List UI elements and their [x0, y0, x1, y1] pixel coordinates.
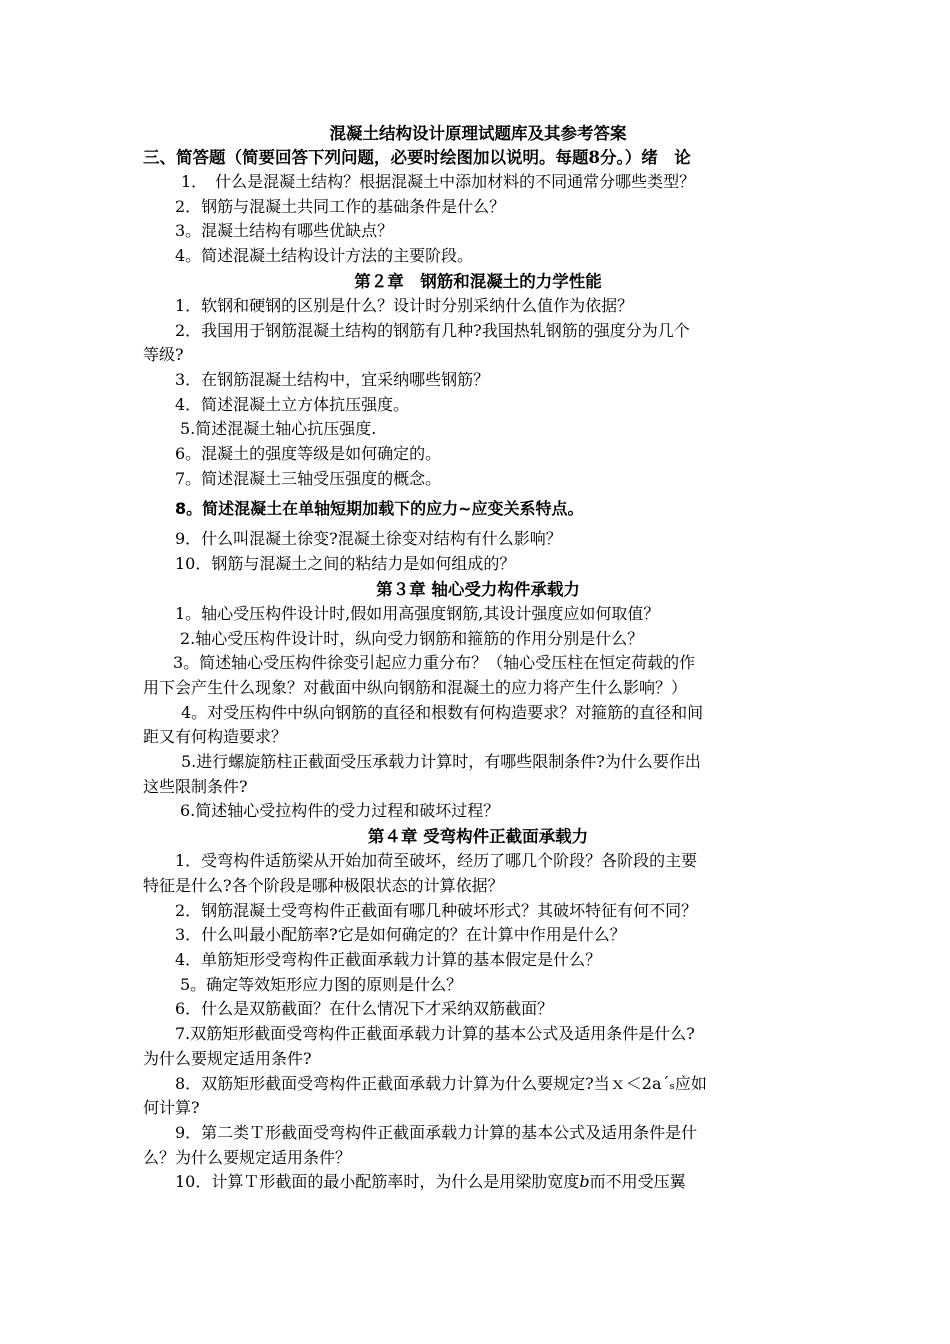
ch4-question-3: 3．什么叫最小配筋率?它是如何确定的？在计算中作用是什么？: [175, 925, 626, 945]
chapter-2-title: 第２章 钢筋和混凝土的力学性能: [354, 271, 602, 291]
ch4-question-4: 4．单筋矩形受弯构件正截面承载力计算的基本假定是什么？: [175, 949, 602, 969]
ch2-question-6: 6。混凝土的强度等级是如何确定的。: [175, 444, 442, 464]
ch2-question-10: 10．钢筋与混凝土之间的粘结力是如何组成的？: [175, 554, 516, 574]
ch3-question-3-cont: 用下会产生什么现象？对截面中纵向钢筋和混凝土的应力将产生什么影响？）: [143, 677, 688, 697]
ch3-question-3: 3。简述轴心受压构件徐变引起应力重分布？（轴心受压柱在恒定荷载的作: [173, 653, 696, 673]
ch4-question-8-cont: 何计算?: [143, 1098, 200, 1118]
ch4-question-10-variable: b: [579, 1172, 590, 1192]
intro-question-3: 3。混凝土结构有哪些优缺点？: [175, 221, 394, 241]
ch3-question-5-cont: 这些限制条件?: [143, 776, 248, 796]
ch2-question-9: 9．什么叫混凝土徐变?混凝土徐变对结构有什么影响？: [175, 529, 562, 549]
ch2-question-2-cont: 等级?: [143, 345, 184, 365]
ch2-question-3: 3．在钢筋混凝土结构中，宜采纳哪些钢筋？: [175, 369, 490, 389]
ch4-question-1-cont: 特征是什么?各个阶段是哪种极限状态的计算依据？: [143, 875, 504, 895]
ch2-question-5: 5.简述混凝土轴心抗压强度.: [180, 419, 377, 439]
ch4-question-9: 9．第二类Ｔ形截面受弯构件正截面承载力计算的基本公式及适用条件是什: [175, 1122, 698, 1142]
ch2-question-4: 4．简述混凝土立方体抗压强度。: [175, 394, 410, 414]
ch4-question-2: 2．钢筋混凝土受弯构件正截面有哪几种破坏形式？其破坏特征有何不同？: [175, 900, 698, 920]
ch2-question-2: 2．我国用于钢筋混凝土结构的钢筋有几种?我国热轧钢筋的强度分为几个: [175, 320, 690, 340]
chapter-4-title: 第４章 受弯构件正截面承载力: [367, 827, 589, 847]
ch4-question-6: 6．什么是双筋截面？在什么情况下才采纳双筋截面？: [175, 999, 554, 1019]
section-heading: 三、简答题（简要回答下列问题，必要时绘图加以说明。每题8分。）绪 论: [143, 148, 691, 167]
document-title: 混凝土结构设计原理试题库及其参考答案: [329, 124, 627, 143]
ch4-question-1: 1．受弯构件适筋梁从开始加荷至破坏，经历了哪几个阶段？各阶段的主要: [175, 851, 698, 871]
ch3-question-5: 5.进行螺旋筋柱正截面受压承载力计算时，有哪些限制条件?为什么要作出: [181, 752, 701, 772]
ch2-question-1: 1．软钢和硬钢的区别是什么？设计时分别采纳什么值作为依据？: [175, 295, 634, 315]
ch4-question-7: 7.双筋矩形截面受弯构件正截面承载力计算的基本公式及适用条件是什么?: [175, 1024, 695, 1044]
intro-question-4: 4。简述混凝土结构设计方法的主要阶段。: [175, 246, 474, 266]
ch4-question-10: [143, 1170, 813, 1195]
ch4-question-10-text: 10．计算Ｔ形截面的最小配筋率时，为什么是用梁肋宽度: [175, 1172, 580, 1192]
chapter-3-title: 第３章 轴心受力构件承载力: [376, 579, 580, 599]
ch4-question-5: 5。确定等效矩形应力图的原则是什么？: [180, 974, 463, 994]
ch4-question-9-cont: 么？为什么要规定适用条件？: [143, 1147, 352, 1167]
intro-question-1: 1． 什么是混凝土结构？根据混凝土中添加材料的不同通常分哪些类型？: [181, 172, 696, 191]
ch3-question-4: 4。对受压构件中纵向钢筋的直径和根数有何构造要求？对箍筋的直径和间: [181, 702, 704, 722]
ch3-question-4-cont: 距又有何构造要求？: [143, 727, 288, 747]
intro-question-2: 2．钢筋与混凝土共同工作的基础条件是什么？: [175, 196, 506, 216]
ch3-question-6: 6.简述轴心受拉构件的受力过程和破坏过程？: [180, 801, 500, 821]
ch2-question-7: 7。简述混凝土三轴受压强度的概念。: [175, 468, 442, 488]
ch2-question-8: 8。简述混凝土在单轴短期加载下的应力~应变关系特点。: [175, 499, 584, 519]
ch3-question-1: 1。轴心受压构件设计时,假如用高强度钢筋,其设计强度应如何取值？: [175, 603, 660, 623]
ch4-question-10-text-end: 而不用受压翼: [589, 1172, 686, 1192]
ch4-question-7-cont: 为什么要规定适用条件?: [143, 1048, 312, 1068]
ch3-question-2: 2.轴心受压构件设计时，纵向受力钢筋和箍筋的作用分别是什么？: [180, 628, 644, 648]
ch4-question-8: 8．双筋矩形截面受弯构件正截面承载力计算为什么要规定?当ｘ＜2a΄ₛ应如: [175, 1073, 707, 1093]
document-body: [143, 122, 813, 1195]
